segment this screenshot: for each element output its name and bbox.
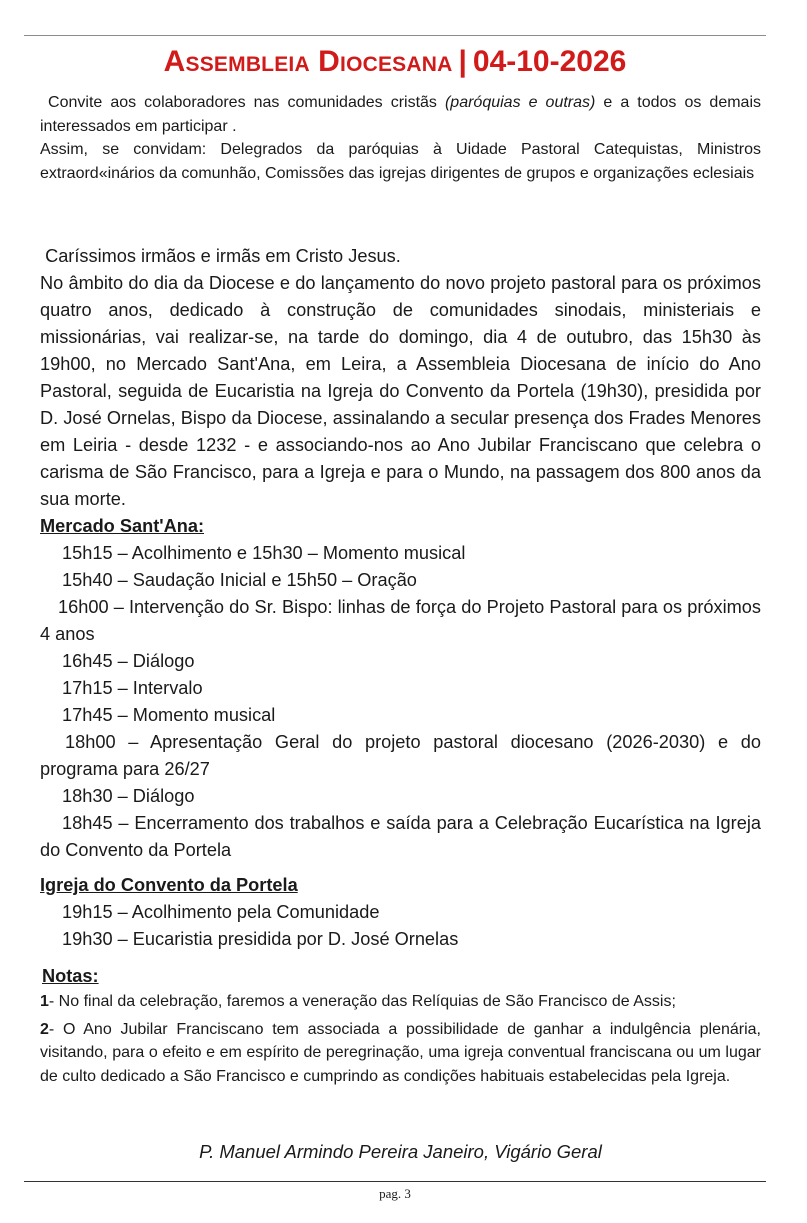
- note-1-text: - No final da celebração, faremos a veneração das Relíquias de São Francisco de Assis;: [48, 993, 676, 1010]
- schedule-item: 18h30 – Diálogo: [62, 786, 195, 806]
- title-word-assembleia: Assembleia: [163, 45, 310, 78]
- notes-heading: Notas:: [42, 966, 99, 986]
- note-1: [40, 990, 761, 1014]
- spacer: [40, 953, 761, 963]
- note-1-number: 1: [40, 993, 49, 1010]
- greeting: Caríssimos irmãos e irmãs em Cristo Jesus.: [40, 246, 401, 266]
- schedule-item: 16h00 – Intervenção do Sr. Bispo: linhas de força do Projeto Pastoral para os próximos 4 anos: [40, 597, 761, 644]
- page-number: pag. 3: [379, 1186, 411, 1201]
- signature: P. Manuel Armindo Pereira Janeiro, Vigário Geral: [199, 1141, 602, 1162]
- note-2-number: 2: [40, 1020, 49, 1038]
- title-separator: |: [458, 45, 467, 78]
- spacer: [40, 864, 761, 872]
- intro-line-1: [40, 91, 761, 138]
- note-2: [40, 1018, 761, 1089]
- mercado-heading: Mercado Sant'Ana:: [40, 516, 204, 536]
- main-paragraph: No âmbito do dia da Diocese e do lançamento do novo projeto pastoral para os próximos quatro anos, dedicado à construção de comunidades sinodais, ministeriais e missionárias, vai realizar-se, na tarde do domingo, dia 4 de outubro, das 15h30 às 19h00, no Mercado Sant'Ana, em Leira, a Assembleia Diocesana de início do Ano Pastoral, seguida de Eucaristia na Igreja do Convento da Portela (19h30), presidida por D. José Ornelas, Bispo da Diocese, assinalando a secular presença dos Frades Menores em Leiria - desde 1232 - e associando-nos ao Ano Jubilar Franciscano que celebra o carisma de São Francisco, para a Igreja e para o Mundo, na passagem dos 800 anos da sua morte.: [40, 273, 761, 509]
- intro-text-start: Convite aos colaboradores nas comunidades cristãs: [40, 94, 445, 111]
- schedule-item: 15h40 – Saudação Inicial e 15h50 – Oração: [62, 570, 417, 590]
- top-rule: [24, 35, 766, 36]
- schedule-item: 15h15 – Acolhimento e 15h30 – Momento musical: [62, 543, 466, 563]
- schedule-item: 18h45 – Encerramento dos trabalhos e saída para a Celebração Eucarística na Igreja do Convento da Portela: [40, 813, 761, 860]
- igreja-schedule: [40, 899, 761, 953]
- mercado-schedule: [40, 540, 761, 864]
- title-word-diocesana: Diocesana: [318, 45, 453, 78]
- title-date: 04-10-2026: [472, 45, 627, 78]
- schedule-item: 17h15 – Intervalo: [62, 678, 203, 698]
- bottom-rule: [24, 1181, 766, 1182]
- intro-text-italic: (paróquias e outras): [444, 94, 596, 111]
- intro-line-2: Assim, se convidam: Delegrados da paróquias à Uidade Pastoral Catequistas, Ministros extraord«inários da comunhão, Comissões das igrejas dirigentes de grupos e organizações eclesiais: [40, 141, 761, 182]
- intro-text-end: e a todos os demais interessados em participar .: [40, 94, 762, 135]
- note-2-text: - O Ano Jubilar Franciscano tem associada a possibilidade de ganhar a indulgência plenária, visitando, para o efeito e em espírito de peregrinação, uma igreja conventual franciscana ou um lugar de culto dedicado a São Francisco e cumprindo as condições habituais estabelecidas pela Igreja.: [40, 1020, 761, 1085]
- schedule-item: 16h45 – Diálogo: [62, 651, 195, 671]
- schedule-item: 19h30 – Eucaristia presidida por D. José Ornelas: [62, 929, 459, 949]
- page-title: [24, 42, 766, 82]
- schedule-item: 18h00 – Apresentação Geral do projeto pastoral diocesano (2026-2030) e do programa para 26/27: [40, 732, 761, 779]
- letter-body: [40, 243, 761, 1088]
- invitation-intro: [40, 91, 761, 185]
- igreja-heading: Igreja do Convento da Portela: [40, 875, 298, 895]
- schedule-item: 17h45 – Momento musical: [62, 705, 276, 725]
- schedule-item: 19h15 – Acolhimento pela Comunidade: [62, 902, 380, 922]
